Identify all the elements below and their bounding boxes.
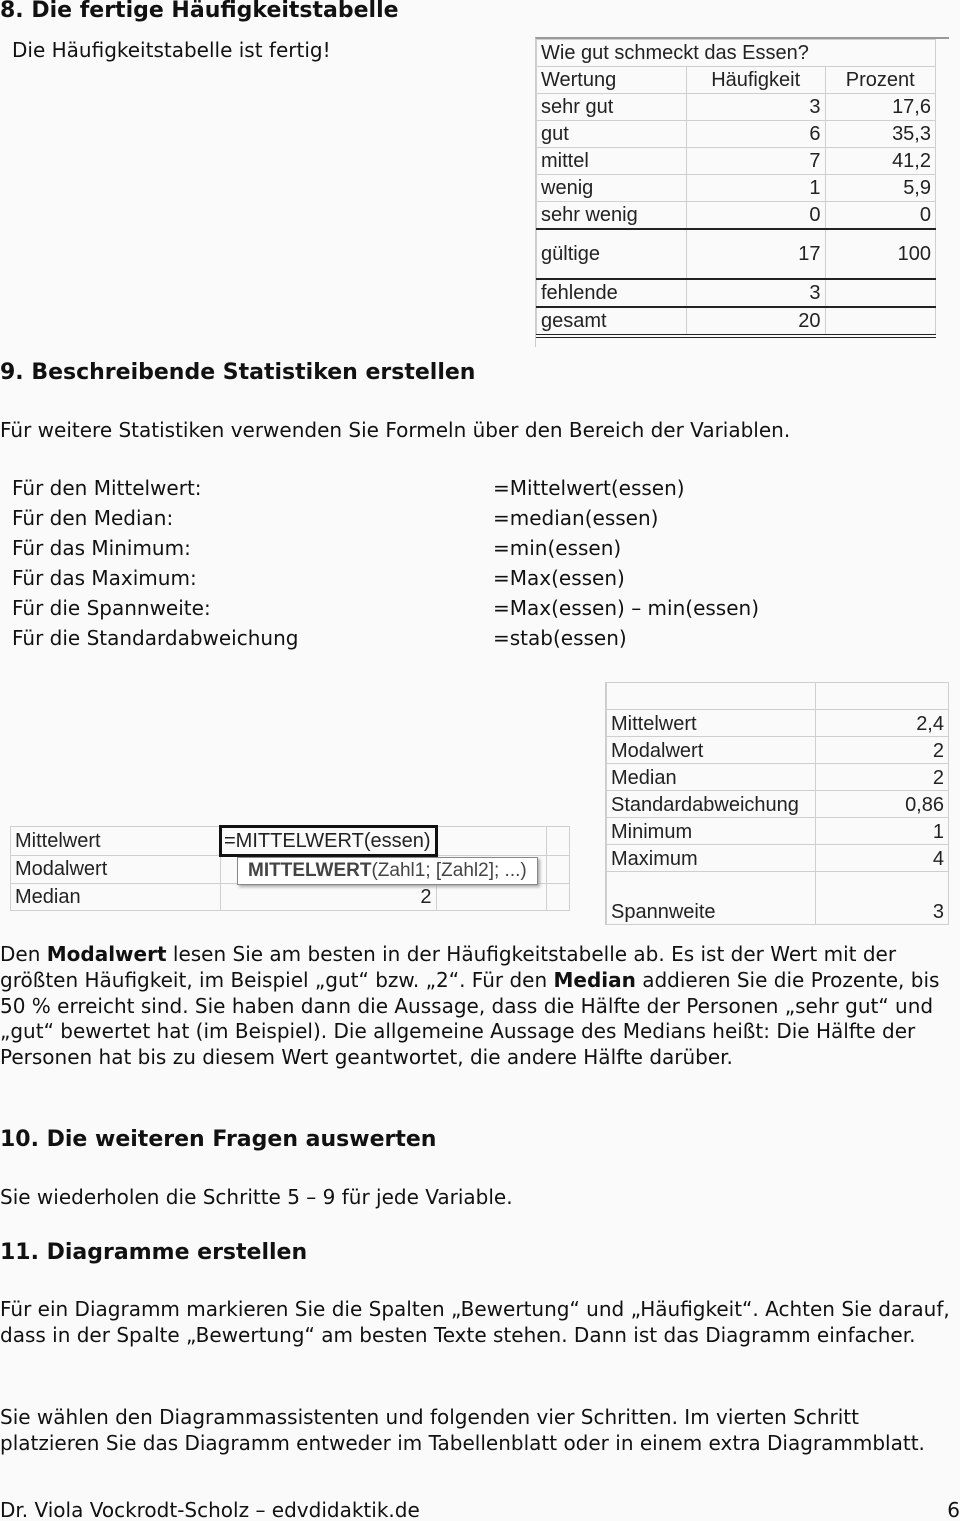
cell: gesamt [537, 307, 687, 336]
formula: =median(essen) [493, 506, 659, 530]
table-row [537, 121, 936, 148]
formula-label: Für die Spannweite: [12, 596, 211, 620]
excel-snippet [10, 825, 570, 911]
cell: 1 [816, 818, 949, 845]
table-title: Wie gut schmeckt das Essen? [537, 40, 936, 67]
section-11-p2: Sie wählen den Diagrammassistenten und folgenden vier Schritten. Im vierten Schritt platzieren Sie das Diagramm entweder im Tabellenblatt oder in einem extra Diagrammblatt. [0, 1405, 925, 1455]
cell: mittel [537, 148, 687, 175]
cell: 35,3 [825, 121, 935, 148]
cell: 41,2 [825, 148, 935, 175]
cell: Median [11, 884, 221, 911]
header-cell: Häufigkeit [686, 67, 825, 94]
stats-row [607, 764, 949, 791]
cell: gut [537, 121, 687, 148]
table-row [537, 94, 936, 121]
cell: wenig [537, 175, 687, 202]
cell: 20 [686, 307, 825, 336]
stats-table [605, 682, 949, 925]
formula-label: Für den Median: [12, 506, 174, 530]
formula-label: Für den Mittelwert: [12, 476, 202, 500]
cell: 2 [816, 737, 949, 764]
table-row [537, 202, 936, 230]
cell: 3 [816, 872, 949, 925]
cell: 7 [686, 148, 825, 175]
modalwert-paragraph [0, 942, 960, 1071]
cell: Modalwert [607, 737, 816, 764]
stats-row [607, 791, 949, 818]
cell: 0 [686, 202, 825, 230]
formula: =Max(essen) – min(essen) [493, 596, 759, 620]
cell: Maximum [607, 845, 816, 872]
cell: Spannweite [607, 872, 816, 925]
bold-term: Modalwert [46, 942, 167, 966]
tooltip-args: (Zahl1; [Zahl2]; ...) [371, 860, 527, 881]
cell: 4 [816, 845, 949, 872]
cell: 2 [221, 884, 437, 911]
formula: =stab(essen) [493, 626, 627, 650]
function-tooltip [237, 857, 538, 885]
header-cell: Prozent [825, 67, 935, 94]
section-10-text: Sie wiederholen die Schritte 5 – 9 für jede Variable. [0, 1185, 513, 1209]
cell: Minimum [607, 818, 816, 845]
section-9-intro: Für weitere Statistiken verwenden Sie Formeln über den Bereich der Variablen. [0, 418, 791, 442]
cell: 2 [816, 764, 949, 791]
formula: =Mittelwert(essen) [493, 476, 685, 500]
cell: 6 [686, 121, 825, 148]
stats-row [607, 845, 949, 872]
formula-label: Für das Minimum: [12, 536, 191, 560]
section-8-text: Die Häufigkeitstabelle ist fertig! [12, 38, 331, 62]
cell: fehlende [537, 279, 687, 307]
formula-cell[interactable]: =MITTELWERT(essen) [221, 827, 437, 856]
cell: sehr wenig [537, 202, 687, 230]
stats-row [607, 872, 949, 925]
formula-label: Für die Standardabweichung [12, 626, 299, 650]
table-row [537, 175, 936, 202]
cell: Mittelwert [11, 827, 221, 856]
text: Den [0, 942, 47, 966]
stats-row [607, 737, 949, 764]
bold-term: Median [553, 967, 636, 992]
section-10-heading: 10. Die weiteren Fragen auswerten [0, 1127, 437, 1152]
formula-label: Für das Maximum: [12, 566, 197, 590]
cell: Median [607, 764, 816, 791]
formula: =min(essen) [493, 536, 622, 560]
section-11-heading: 11. Diagramme erstellen [0, 1240, 308, 1265]
cell: sehr gut [537, 94, 687, 121]
footer-author: Dr. Viola Vockrodt-Scholz – edvdidaktik.de [0, 1498, 420, 1521]
cell: 1 [686, 175, 825, 202]
text: addieren Sie die Prozente, bis 50 % erreicht sind. Sie haben dann die Aussage, dass die Hälfte der Personen „sehr gut“ und „gut“ bewertet hat (im Beispiel). Die allgemeine Aussage des Medians heißt: Die Hälfte der Personen hat bis zu diesem Wert geantwortet, die andere Hälfte darüber. [0, 967, 940, 1070]
cell: 17,6 [825, 94, 935, 121]
cell: 17 [686, 229, 825, 279]
cell: 0 [825, 202, 935, 230]
cell: 3 [686, 94, 825, 121]
table-row [537, 148, 936, 175]
stats-row [607, 710, 949, 737]
text: lesen Sie am besten in der Häufigkeitstabelle ab. Es ist der Wert mit der größten Häufigkeit, im Beispiel „gut“ bzw. „2“. Für den [0, 942, 897, 992]
cell: Mittelwert [607, 710, 816, 737]
cell: Modalwert [11, 856, 221, 884]
cell: gültige [537, 229, 687, 279]
page-number: 6 [947, 1498, 960, 1521]
section-8-heading: 8. Die fertige Häufigkeitstabelle [0, 0, 399, 23]
stats-row [607, 818, 949, 845]
section-11-p1: Für ein Diagramm markieren Sie die Spalten „Bewertung“ und „Häufigkeit“. Achten Sie darauf, dass in der Spalte „Bewertung“ am besten Texte stehen. Dann ist das Diagramm einfacher. [0, 1297, 950, 1347]
frequency-table [535, 37, 949, 347]
cell: 2,4 [816, 710, 949, 737]
cell: 5,9 [825, 175, 935, 202]
cell: 100 [825, 229, 935, 279]
header-cell: Wertung [537, 67, 687, 94]
cell: 3 [686, 279, 825, 307]
formula: =Max(essen) [493, 566, 625, 590]
cell: 0,86 [816, 791, 949, 818]
tooltip-function: MITTELWERT [248, 860, 372, 881]
section-9-heading: 9. Beschreibende Statistiken erstellen [0, 360, 476, 385]
cell: Standardabweichung [607, 791, 816, 818]
